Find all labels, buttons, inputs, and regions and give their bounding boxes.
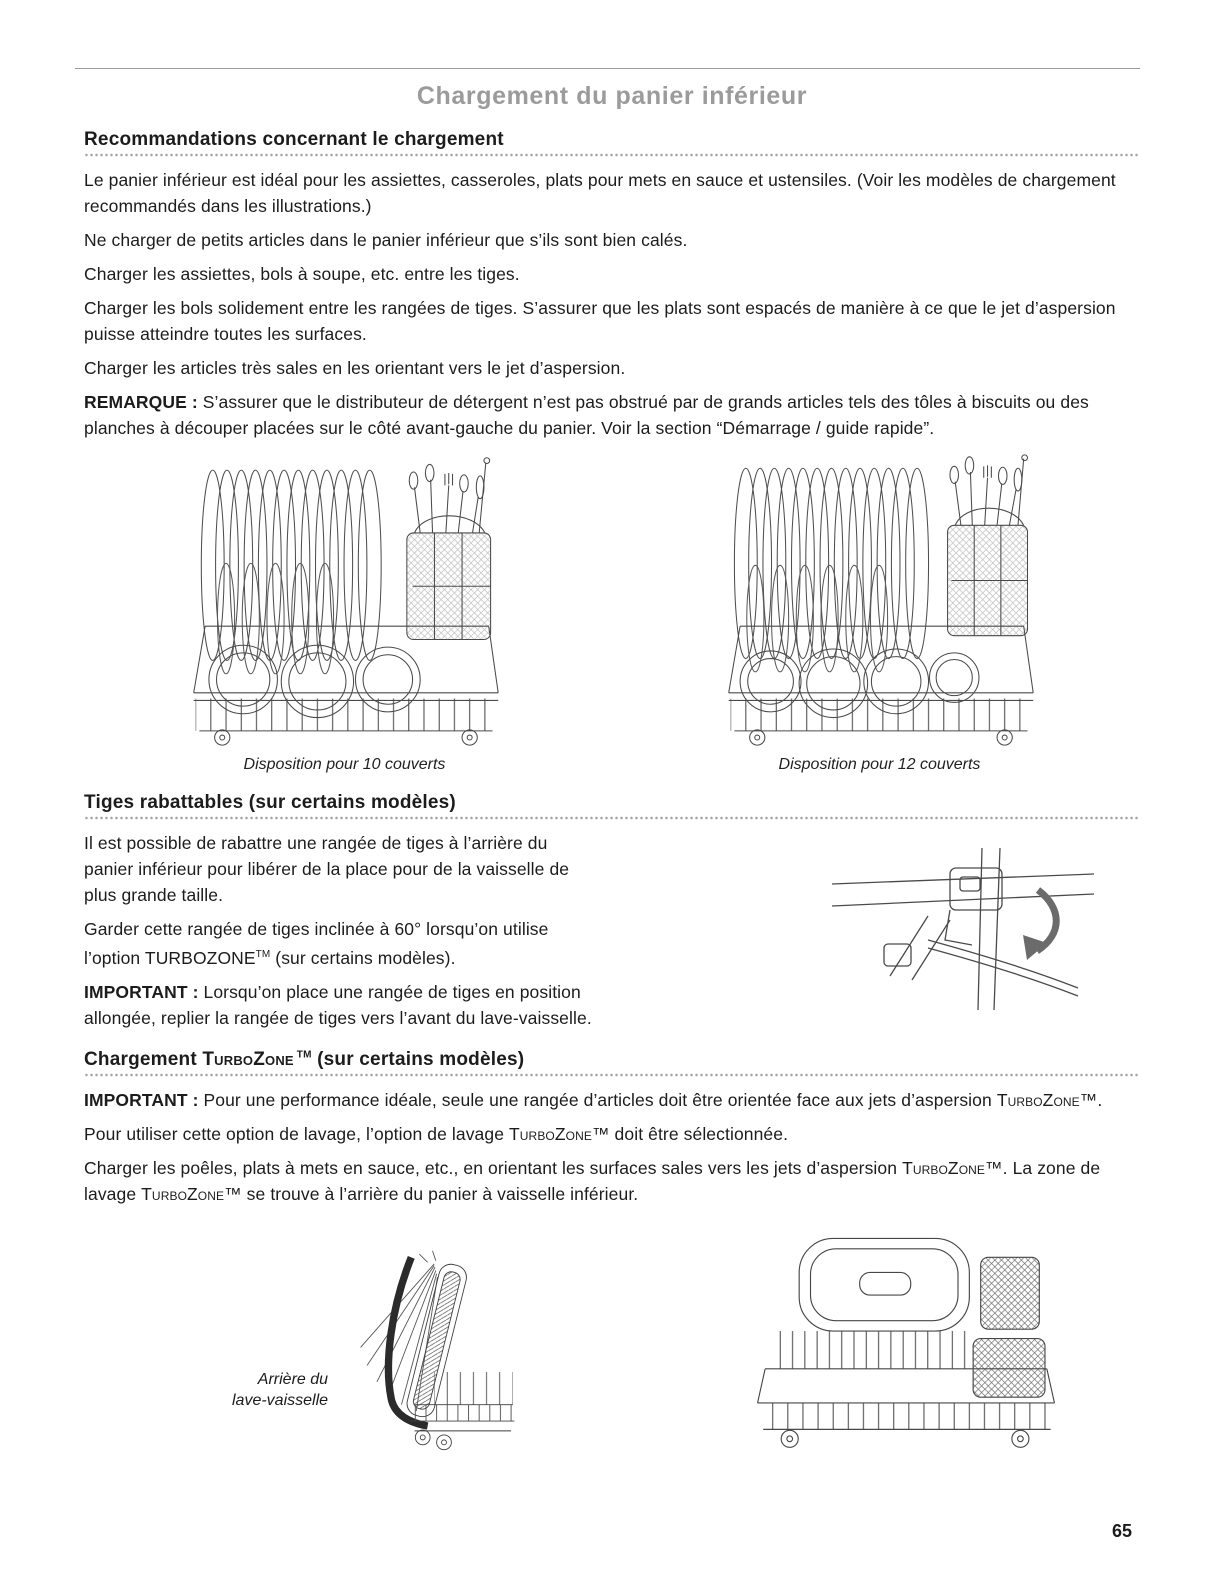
basket-frame (728, 626, 1033, 745)
silverware-basket (406, 458, 490, 640)
paragraph: Charger les articles très sales en les orientant vers le jet d’aspersion. (84, 358, 626, 378)
section-turbozone (84, 1049, 1140, 1454)
paragraph: Charger les poêles, plats à mets en sauce, etc., en orientant les surfaces sales vers les jets d’aspersion TurboZone™. La zone de lavage TurboZone™ se trouve à l’arrière du panier à vaisselle inférieur. (84, 1157, 1101, 1204)
paragraph: Charger les bols solidement entre les rangées de tiges. S’assurer que les plats sont espacés de manière à ce que le jet d’aspersion puisse atteindre toutes les surfaces. (84, 298, 1116, 344)
rack-figures-row (84, 453, 1140, 774)
page-number: 65 (1111, 1521, 1132, 1541)
paragraph-remark: REMARQUE : S’assurer que le distributeur de détergent n’est pas obstrué par de grands articles tels des tôles à biscuits ou des planches à découper placées sur le côté avant-gauche du panier. Voir la section “Démarrage / guide rapide”. (84, 392, 1089, 438)
small-plates (746, 565, 887, 672)
paragraph-important: IMPORTANT : Pour une performance idéale, seule une rangée d’articles doit être orientée face aux jets d’aspersion TurboZone™. (84, 1089, 1103, 1110)
figure-12-couverts (720, 453, 1040, 774)
caption-10-couverts: Disposition pour 10 couverts (243, 756, 446, 773)
paragraph: Pour utiliser cette option de lavage, l’option de lavage TurboZone™ doit être sélectionnée. (84, 1123, 789, 1144)
mesh-baskets (973, 1257, 1045, 1397)
tine-fold-illustration (832, 848, 1094, 1010)
section-foldable-tines (84, 792, 1140, 1031)
section-heading-recommendations: Recommandations concernant le chargement (84, 129, 1140, 159)
section-heading-tines: Tiges rabattables (sur certains modèles) (84, 792, 1140, 822)
paragraph: Il est possible de rabattre une rangée de tiges à l’arrière du panier inférieur pour libérer de la place pour de la vaisselle de plus grande taille. (84, 833, 570, 905)
caption-12-couverts: Disposition pour 12 couverts (778, 756, 981, 773)
back-of-dishwasher-label: Arrière du lave-vaisselle (232, 1370, 329, 1410)
page-title: Chargement du panier inférieur (416, 82, 808, 110)
section-loading-recommendations (84, 129, 1140, 774)
top-divider (75, 68, 1140, 69)
tines (778, 1331, 973, 1369)
figure-pan-at-back (232, 1249, 516, 1454)
rack-12-couverts-illustration (720, 453, 1040, 748)
tines-text-column (84, 822, 600, 1031)
section-heading-turbozone: Chargement TurboZone ™ (sur certains modèles) (84, 1049, 1140, 1079)
turbozone-figures-row (84, 1227, 1140, 1454)
figure-10-couverts (185, 453, 505, 774)
silverware-basket (947, 455, 1027, 636)
paragraph: Ne charger de petits articles dans le panier inférieur que s’ils sont bien calés. (84, 230, 688, 250)
paragraph-important: IMPORTANT : Lorsqu’on place une rangée de tiges en position allongée, replier la rangée de tiges vers l’avant du lave-vaisselle. (84, 981, 592, 1028)
pan-at-back-illustration (336, 1249, 516, 1454)
tines-figure-column (832, 822, 1094, 1031)
figure-turbozone-rack (750, 1227, 1062, 1454)
rack-10-couverts-illustration (185, 453, 505, 748)
paragraph: Garder cette rangée de tiges inclinée à 60° lorsqu’on utilise l’option TURBOZONE™ (sur certains modèles). (84, 919, 549, 968)
paragraph: Charger les assiettes, bols à soupe, etc. entre les tiges. (84, 264, 520, 284)
paragraph: Le panier inférieur est idéal pour les assiettes, casseroles, plats pour mets en sauce et ustensiles. (Voir les modèles de chargement recommandés dans les illustrations.) (84, 170, 1116, 216)
casserole-dish (799, 1238, 969, 1331)
turbozone-rack-illustration (750, 1227, 1062, 1454)
